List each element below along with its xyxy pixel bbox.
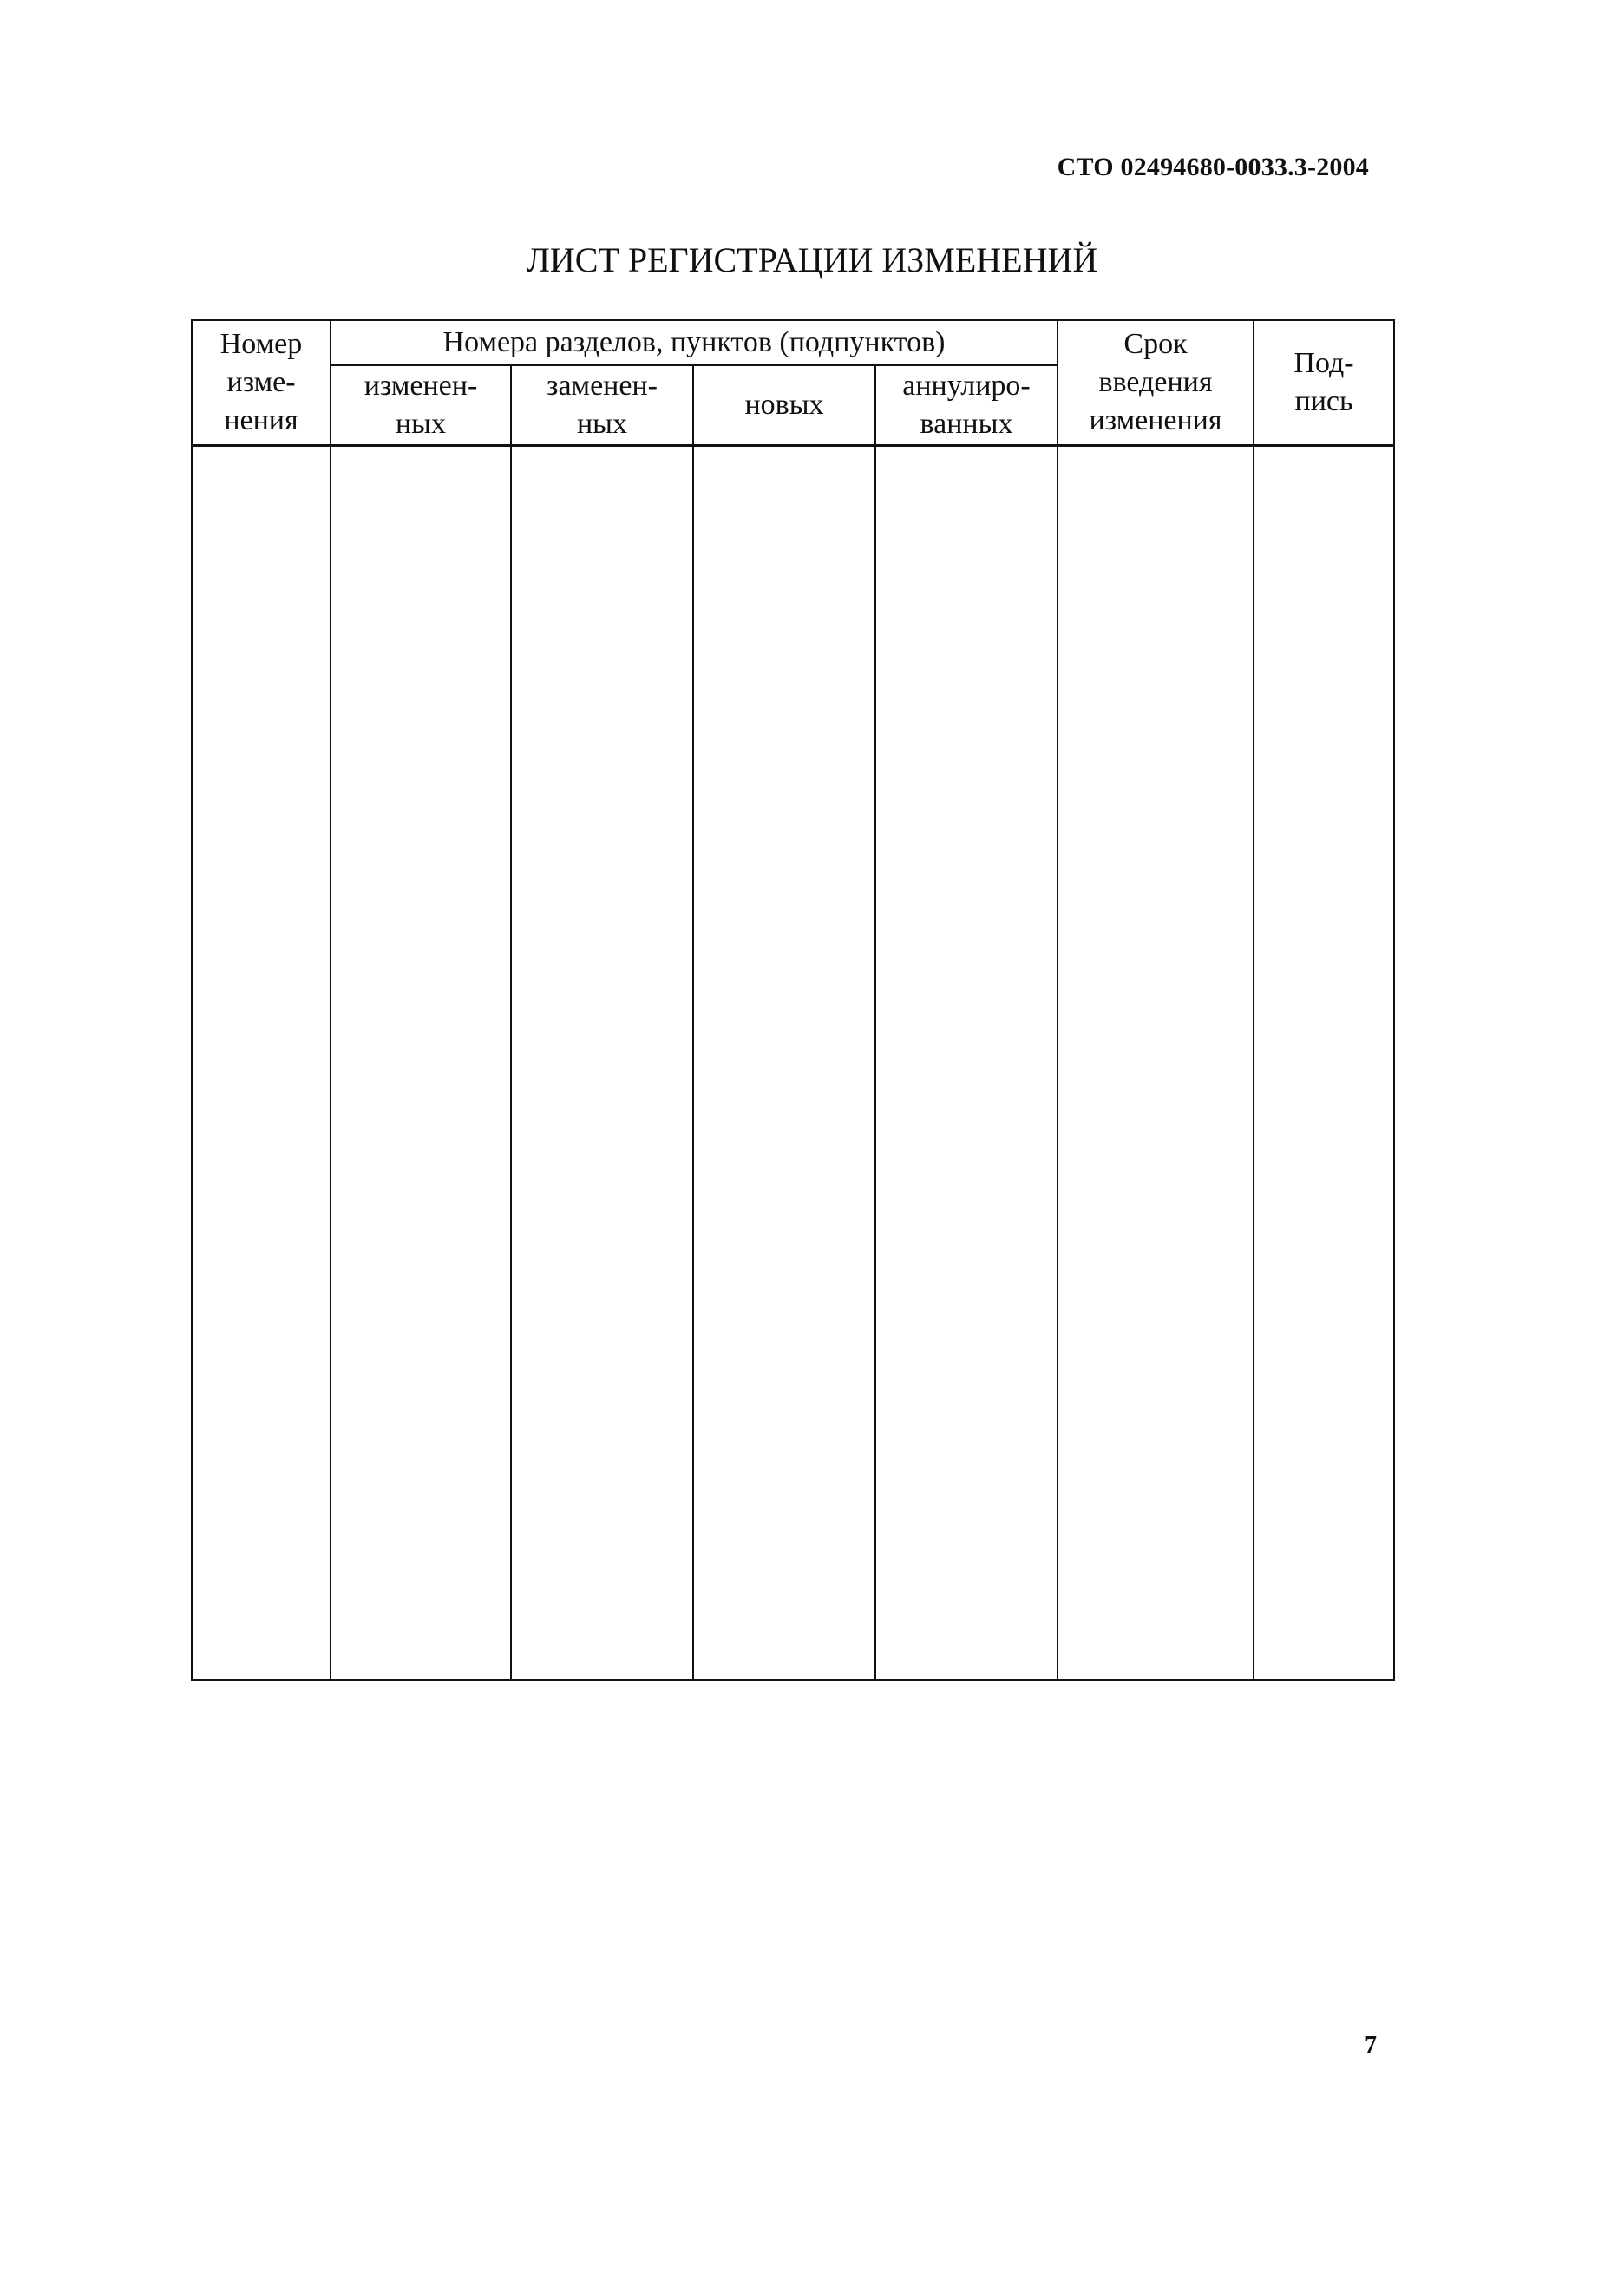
table-header-row bbox=[192, 320, 1394, 365]
page-title: ЛИСТ РЕГИСТРАЦИИ ИЗМЕНЕНИЙ bbox=[526, 240, 1098, 279]
document-code: СТО 02494680-0033.3-2004 bbox=[1057, 153, 1369, 181]
subheader-annulled: аннулиро- ванных bbox=[875, 365, 1058, 446]
cell-change-number bbox=[192, 446, 331, 1681]
cell-changed bbox=[331, 446, 511, 1681]
cell-deadline bbox=[1058, 446, 1254, 1681]
page-number: 7 bbox=[1365, 2032, 1377, 2059]
subheader-changed: изменен- ных bbox=[331, 365, 511, 446]
subheader-new: новых bbox=[693, 365, 875, 446]
cell-replaced bbox=[511, 446, 693, 1681]
header-section-numbers: Номера разделов, пунктов (подпунктов) bbox=[331, 320, 1058, 365]
cell-signature bbox=[1254, 446, 1394, 1681]
subheader-replaced: заменен- ных bbox=[511, 365, 693, 446]
table-row bbox=[192, 446, 1394, 1681]
cell-annulled bbox=[875, 446, 1058, 1681]
change-registration-table bbox=[191, 319, 1395, 1681]
cell-new bbox=[693, 446, 875, 1681]
header-change-number: Номер изме- нения bbox=[192, 320, 331, 446]
header-signature: Под- пись bbox=[1254, 320, 1394, 446]
header-deadline: Срок введения изменения bbox=[1058, 320, 1254, 446]
